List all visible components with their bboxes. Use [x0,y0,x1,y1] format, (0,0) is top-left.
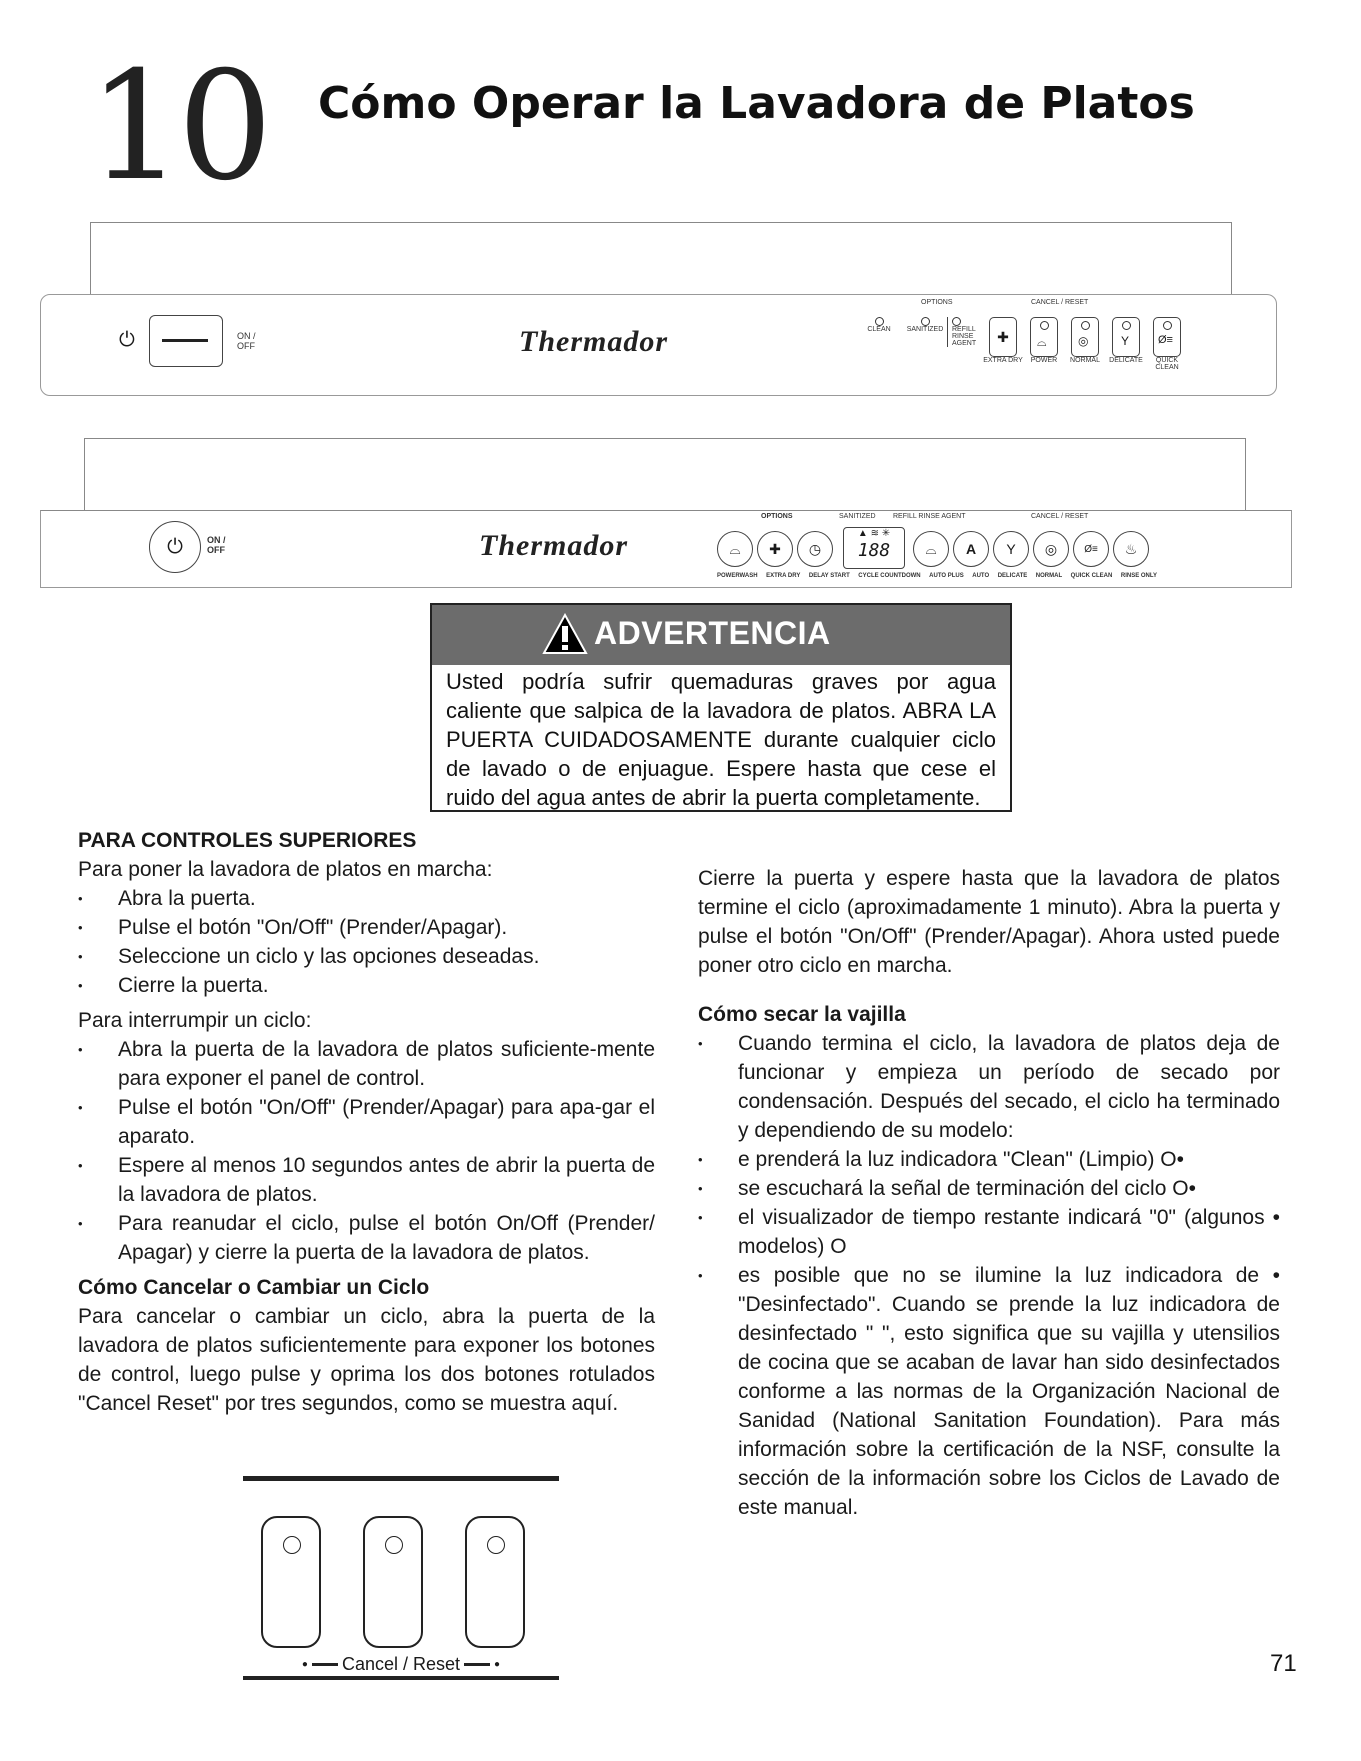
list-item: • es posible que no se ilumine la luz indicadora de • "Desinfectado". Cuando se prende la luz indicadora de desinfectado " ", esto significa que su vajilla y utensilios de cocina que se acaban de lavar han sido desinfectados conforme a las normas de la Organización Nacional de Sanidad (National Sanitation Foundation). Para más información sobre la certificación de la NSF, consulte la sección de la información sobre los Ciclos de Lavado de este manual. [698,1261,1280,1522]
chapter-number: 10 [88,40,267,214]
wineglass-icon: Y [1121,334,1130,348]
auto-plus-button [913,531,949,567]
onoff-button [149,315,223,367]
figure-label-row [291,1654,511,1675]
heading-cancel: Cómo Cancelar o Cambiar un Ciclo [78,1276,430,1299]
cancel-reset-label: CANCEL / RESET [1031,299,1089,306]
rinse-only-button [1113,531,1149,567]
led-indicator [921,317,930,326]
status-sanitized: SANITIZED [903,317,947,333]
status-clean: CLEAN [859,317,899,333]
cancel-text: Para cancelar o cambiar un ciclo, abra la puerta de la lavadora de platos suficientemente para exponer los botones de control, luego pulse y oprima los dos botones rotulados "Cancel Reset" por tres segundos, como se muestra aquí. [78,1305,655,1415]
display-icons: ▲ ≋ ✳ [857,528,891,539]
figure-button-middle [363,1516,423,1648]
right-column [698,864,1280,1522]
status-refill-rinse: REFILL RINSE AGENT [947,317,982,347]
dot-icon: ● [494,1659,501,1670]
panel-top-illustration [40,222,1275,400]
panel-bottom-illustration [40,438,1290,593]
list-item: • Cierre la puerta. [78,971,655,1000]
heading-dry: Cómo secar la vajilla [698,1003,906,1026]
heading-top-controls: PARA CONTROLES SUPERIORES [78,829,417,852]
dry-list [698,1029,1280,1522]
auto-button [953,531,989,567]
led-indicator [875,317,884,326]
panel-bottom-labels: POWERWASH EXTRA DRY DELAY START CYCLE COUNTDOWN AUTO PLUS AUTO DELICATE NORMAL QUICK CLEAN RINSE ONLY [717,573,1157,579]
figure-button-right [465,1516,525,1648]
list-item: • Pulse el botón "On/Off" (Prender/Apagar). [78,913,655,942]
list-item: • Para reanudar el ciclo, pulse el botón On/Off (Prender/ Apagar) y cierre la puerta de la lavadora de platos. [78,1209,655,1267]
clock-icon: ◷ [808,540,822,557]
cancel-reset-label: CANCEL / RESET [1031,513,1089,520]
rinse-icon: ♨ [1124,540,1138,557]
powerwash-button [717,531,753,567]
line-icon [312,1663,338,1666]
cycle-countdown-display [843,527,905,569]
panel-bottom-control-strip [40,510,1292,588]
interrupt-steps-list [78,1035,655,1267]
button-normal: ◎ NORMAL [1065,317,1105,364]
list-item: • Cuando termina el ciclo, la lavadora de platos deja de funcionar y empieza un período de secado por condensación. Después del secado, el ciclo ha terminado y dependiendo de su modelo: [698,1029,1280,1145]
led-indicator [952,317,961,326]
page-title: Cómo Operar la Lavadora de Platos [318,78,1195,129]
pot-icon: ⌓ [925,540,937,557]
warning-triangle-icon [542,613,588,655]
onoff-label: ON / OFF [237,331,256,351]
button-extra-dry: ✚ EXTRA DRY [983,317,1023,364]
wineglass-icon: Y [1006,541,1016,557]
left-column [78,826,655,1418]
list-item: • Espere al menos 10 segundos antes de abrir la puerta de la lavadora de platos. [78,1151,655,1209]
brand-logo: Thermador [479,529,629,562]
warning-header [432,605,1010,665]
display-digits: 188 [857,540,891,561]
panel-bottom-door [84,438,1246,511]
cup-icon: ◎ [1078,334,1089,348]
plus-icon: ✚ [997,328,1009,345]
close-text: Cierre la puerta y espere hasta que la lavadora de platos termine el ciclo (aproximadamente 1 minuto). Abra la puerta y pulse el botón "On/Off" (Prender/Apagar). Ahora usted puede poner otro ciclo en marcha. [698,867,1280,977]
onoff-label: ON / OFF [207,535,226,555]
delicate-button [993,531,1029,567]
onoff-button-round [149,521,201,573]
list-item: • Pulse el botón "On/Off" (Prender/Apagar) para apa-gar el aparato. [78,1093,655,1151]
power-icon: ⏻ [167,535,183,558]
list-item: • e prenderá la luz indicadora "Clean" (Limpio) O• [698,1145,1280,1174]
extra-dry-button [757,531,793,567]
options-label: OPTIONS [761,513,793,520]
power-icon: ⏻ [119,329,135,351]
dot-icon: ● [301,1659,308,1670]
button-quick-clean: Ø≡ QUICK CLEAN [1147,317,1187,371]
brand-logo: Thermador [519,325,669,358]
list-item: • Seleccione un ciclo y las opciones deseadas. [78,942,655,971]
button-power: ⌓ POWER [1024,317,1064,364]
pot-icon: ⌓ [729,540,741,557]
list-item: • Abra la puerta. [78,884,655,913]
quick-icon: Ø≡ [1084,543,1098,555]
list-item: • el visualizador de tiempo restante indicará "0" (algunos • modelos) O [698,1203,1280,1261]
figure-bottom-rule [243,1676,559,1680]
refill-rinse-label: REFILL RINSE AGENT [893,513,966,520]
warning-text: Usted podría sufrir quemaduras graves por agua caliente que salpica de la lavadora de platos. ABRA LA PUERTA CUIDADOSAMENTE durante cualquier ciclo de lavado o de enjuague. Espere hasta que cese el ruido del agua antes de abrir la puerta completamente. [446,669,996,810]
cancel-reset-figure [243,1476,559,1676]
quick-icon: Ø≡ [1158,334,1173,346]
panel-top-door [90,222,1232,295]
delay-start-button [797,531,833,567]
pot-icon: ⌓ [1037,335,1047,349]
figure-label: Cancel / Reset [341,1654,461,1674]
list-item: • se escuchará la señal de terminación del ciclo O• [698,1174,1280,1203]
auto-icon: A [965,541,977,557]
warning-title: ADVERTENCIA [594,615,831,651]
figure-top-rule [243,1476,559,1481]
interrupt-intro: Para interrumpir un ciclo: [78,1009,312,1032]
quick-clean-button [1073,531,1109,567]
list-item: • Abra la puerta de la lavadora de platos suficiente-mente para exponer el panel de control. [78,1035,655,1093]
start-intro: Para poner la lavadora de platos en marcha: [78,858,493,881]
options-label: OPTIONS [921,299,953,306]
panel-top-control-strip [40,294,1277,396]
figure-button-left [261,1516,321,1648]
start-steps-list [78,884,655,1000]
line-icon [464,1663,490,1666]
warning-box [430,603,1012,812]
cup-icon: ◎ [1044,540,1058,557]
button-delicate: Y DELICATE [1106,317,1146,364]
normal-button [1033,531,1069,567]
plus-icon: ✚ [769,540,781,557]
sanitized-label: SANITIZED [839,513,876,520]
page-number: 71 [1270,1650,1297,1677]
